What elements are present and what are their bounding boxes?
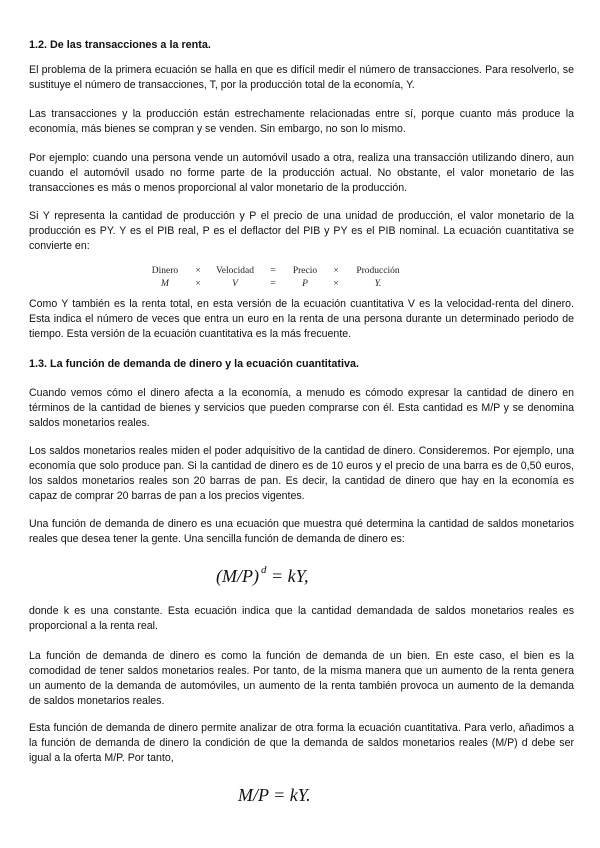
identity-operator: ×: [194, 279, 202, 289]
paragraph: donde k es una constante. Esta ecuación indica que la cantidad demandada de saldos monetarios reales es proporcional a la renta real.: [29, 605, 574, 632]
paragraph: Por ejemplo: cuando una persona vende un automóvil usado a otra, realiza una transacción utilizando dinero, aun cuando el automóvil usado no forme parte de la producción actual. No obstante, el valor monetario de las transacciones es más o menos proporcional al valor monetario de la producción.: [29, 152, 574, 194]
identity-operator: ×: [332, 279, 340, 289]
paragraph: El problema de la primera ecuación se halla en que es difícil medir el número de transacciones. Para resolverlo, se sustituye el número de transacciones, T, por la producción total de la economía, Y.: [29, 64, 574, 91]
identity-symbol: V: [232, 279, 238, 289]
equation-lhs: (M/P): [216, 566, 259, 586]
equation-rhs: = kY,: [266, 566, 309, 586]
identity-operator: =: [270, 266, 276, 276]
equation-superscript: d: [260, 564, 267, 576]
paragraph: La función de demanda de dinero es como la función de demanda de un bien. En este caso, el bien es la comodidad de tener saldos monetarios reales. Por tanto, de la misma manera que un aumento de la renta genera un aumento de la demanda de automóviles, un aumento de la renta también provoca un aumento de la demanda de saldos monetarios reales.: [29, 650, 574, 707]
identity-term: Producción: [356, 266, 400, 276]
paragraph: Esta función de demanda de dinero permite analizar de otra forma la ecuación cuantitativa. Para verlo, añadimos a la función de demanda de dinero la condición de que la demanda de saldos monetarios reales (M/P) d debe ser igual a la oferta M/P. Por tanto,: [29, 722, 574, 764]
section-heading-1-2: 1.2. De las transacciones a la renta.: [29, 39, 211, 51]
paragraph: Como Y también es la renta total, en esta versión de la ecuación cuantitativa V es la velocidad-renta del dinero. Esta indica el número de veces que entra un euro en la renta de una persona durante un determinado periodo de tiempo. Esta versión de la ecuación cuantitativa es la más frecuente.: [29, 298, 574, 340]
money-demand-equation: [216, 560, 308, 588]
identity-term: Dinero: [151, 266, 179, 276]
paragraph: Los saldos monetarios reales miden el poder adquisitivo de la cantidad de dinero. Consideremos. Por ejemplo, una economía que solo produce pan. Si la cantidad de dinero es de 10 euros y el precio de una barra es de 0,50 euros, los saldos monetarios reales son 20 barras de pan. Es decir, la cantidad de dinero que hay en la economía es capaz de comprar 20 barras de pan a los precios vigentes.: [29, 445, 574, 502]
identity-operator: ×: [195, 266, 201, 276]
identity-symbol: Y.: [374, 279, 382, 289]
paragraph: Si Y representa la cantidad de producción y P el precio de una unidad de producción, el valor monetario de la producción es PY. Y es el PIB real, P es el deflactor del PIB y PY es el PIB nominal. La ecuación cuantitativa se convierte en:: [29, 210, 574, 252]
section-heading-1-3: 1.3. La función de demanda de dinero y la ecuación cuantitativa.: [29, 358, 359, 370]
paragraph: Una función de demanda de dinero es una ecuación que muestra qué determina la cantidad de saldos monetarios reales que desea tener la gente. Una sencilla función de demanda de dinero es:: [29, 518, 574, 545]
paragraph: Las transacciones y la producción están estrechamente relacionadas entre sí, porque cuanto más produce la economía, más bienes se compran y se venden. Sin embargo, no son lo mismo.: [29, 108, 574, 135]
identity-symbol: P: [302, 279, 308, 289]
paragraph: Cuando vemos cómo el dinero afecta a la economía, a menudo es cómodo expresar la cantidad de dinero en términos de la cantidad de bienes y servicios que pueden comprarse con él. Esta cantidad es M/P y se denomina saldos monetarios reales.: [29, 387, 574, 429]
quantity-equation: M/P = kY.: [238, 785, 311, 805]
identity-operator: ×: [333, 266, 339, 276]
identity-symbol: M: [161, 279, 169, 289]
identity-term: Velocidad: [216, 266, 254, 276]
identity-term: Precio: [292, 266, 318, 276]
identity-operator: =: [269, 279, 277, 289]
